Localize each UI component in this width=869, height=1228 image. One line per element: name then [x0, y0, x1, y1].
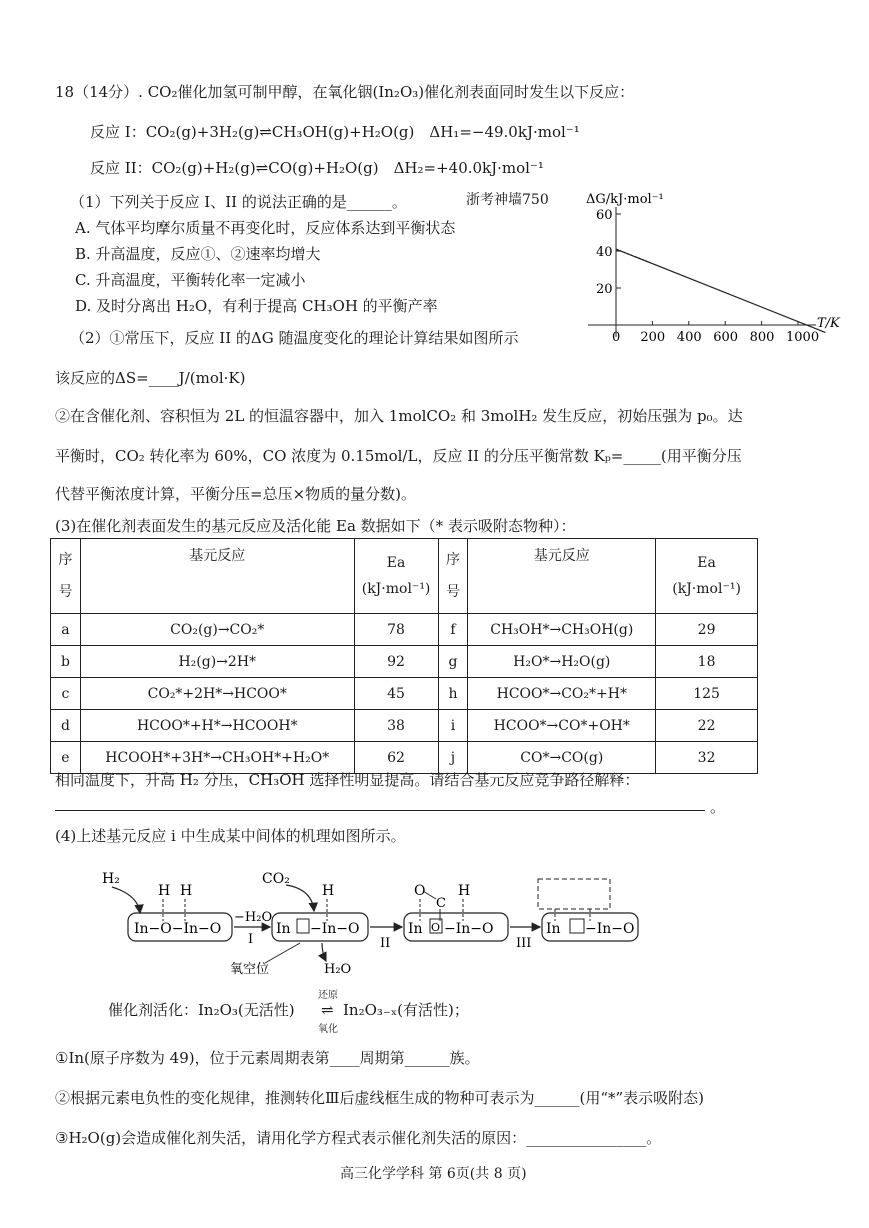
dashed-product-box [538, 879, 610, 909]
table-row [51, 710, 758, 742]
part4-q3: ③H₂O(g)会造成催化剂失活，请用化学方程式表示催化剂失活的原因：________________。 [55, 1129, 662, 1147]
row-reaction: HCOOH*+3H*→CH₃OH*+H₂O* [80, 742, 354, 774]
label-co2: CO₂ [262, 871, 290, 887]
y-tick-label: 40 [596, 245, 613, 260]
part3-stem: (3)在催化剂表面发生的基元反应及活化能 Ea 数据如下（* 表示吸附态物种）： [55, 517, 576, 535]
label-step-2: II [380, 936, 391, 951]
row-ea: 92 [354, 646, 438, 678]
row-ea: 45 [354, 678, 438, 710]
row-ea: 125 [656, 678, 758, 710]
row-ea: 18 [656, 646, 758, 678]
activation-arrow: ⇌ [321, 1001, 334, 1019]
label-in-o-box3: −In−O [444, 921, 494, 937]
label-c-box3: C [436, 896, 446, 911]
page-footer: 高三化学学科 第 6页(共 8 页) [340, 1166, 527, 1182]
label-in-o-in-o: In−O−In−O [134, 921, 222, 937]
table-row [51, 742, 758, 774]
watermark-text: 浙考神墙750 [466, 192, 549, 208]
row-no: e [51, 742, 81, 774]
row-no: b [51, 646, 81, 678]
activation-suffix: In₂O₃₋ₓ(有活性)； [343, 1001, 469, 1019]
delta-g-dashed-segment [616, 249, 649, 262]
header-no: 序号 [51, 539, 81, 614]
part2-line2: 该反应的ΔS=____J/(mol·K) [55, 369, 246, 387]
row-reaction: CO*→CO(g) [468, 742, 656, 774]
chart-xlabel: T/K [817, 316, 840, 331]
part2-line1: （2）①常压下，反应 II 的ΔG 随温度变化的理论计算结果如图所示 [70, 329, 519, 347]
activation-above: 还原 [318, 990, 338, 1001]
y-tick-label: 60 [596, 208, 613, 223]
table-row [51, 614, 758, 646]
x-tick-label: 200 [640, 330, 666, 345]
label-in-box3: In [408, 921, 423, 937]
oxygen-vacancy [297, 919, 309, 933]
x-tick-label: 0 [612, 330, 621, 345]
label-h-left: H [158, 883, 171, 899]
part4-q2: ②根据元素电负性的变化规律，推测转化Ⅲ后虚线框生成的物种可表示为______(用“*”表示吸附态) [55, 1089, 705, 1107]
row-ea: 62 [354, 742, 438, 774]
part1-stem: （1）下列关于反应 I、II 的说法正确的是______。 [70, 193, 407, 211]
row-reaction: H₂(g)→2H* [80, 646, 354, 678]
answer-end-mark: 。 [710, 798, 726, 816]
y-tick-label: 20 [596, 282, 613, 297]
delta-g-chart [580, 185, 850, 355]
row-no: i [438, 710, 468, 742]
label-in-box2: In [276, 921, 291, 937]
row-ea: 78 [354, 614, 438, 646]
label-minus-h2o: −H₂O [234, 910, 273, 925]
header-no-right: 序号 [438, 539, 468, 614]
x-tick-label: 400 [676, 330, 702, 345]
header-rxn-right: 基元反应 [468, 539, 656, 614]
mechanism-diagram [90, 865, 650, 980]
row-ea: 32 [656, 742, 758, 774]
label-step-1: I [248, 932, 254, 947]
part2-line3: ②在含催化剂、容积恒为 2L 的恒温容器中，加入 1molCO₂ 和 3molH₂ 发生反应，初始压强为 p₀。达 [55, 407, 743, 425]
part4-q1: ①In(原子序数为 49)，位于元素周期表第____周期第______族。 [55, 1049, 480, 1067]
reaction-1: 反应 I：CO₂(g)+3H₂(g)⇌CH₃OH(g)+H₂O(g) ΔH₁=−49.0kJ·mol⁻¹ [90, 123, 580, 141]
reaction-2: 反应 II：CO₂(g)+H₂(g)⇌CO(g)+H₂O(g) ΔH₂=+40.0kJ·mol⁻¹ [90, 159, 544, 177]
row-reaction: CO₂(g)→CO₂* [80, 614, 354, 646]
part2-line4: 平衡时，CO₂ 转化率为 60%，CO 浓度为 0.15mol/L，反应 II 的分压平衡常数 Kₚ=_____(用平衡分压 [55, 447, 742, 465]
row-no: c [51, 678, 81, 710]
activation-prefix: 催化剂活化：In₂O₃(无活性) [108, 1001, 295, 1019]
activation-below: 氧化 [318, 1024, 338, 1035]
label-h2o-out: H₂O [324, 962, 352, 977]
row-reaction: HCOO*+H*→HCOOH* [80, 710, 354, 742]
row-reaction: HCOO*→CO*+OH* [468, 710, 656, 742]
label-h-box3: H [458, 883, 471, 899]
row-reaction: CH₃OH*→CH₃OH(g) [468, 614, 656, 646]
part2-line5: 代替平衡浓度计算，平衡分压=总压×物质的量分数)。 [55, 485, 416, 503]
row-ea: 38 [354, 710, 438, 742]
row-no: h [438, 678, 468, 710]
label-h-box2: H [322, 883, 335, 899]
question-title: 18（14分）. CO₂催化加氢可制甲醇，在氧化铟(In₂O₃)催化剂表面同时发生以下反应： [55, 83, 635, 101]
row-reaction: HCOO*→CO₂*+H* [468, 678, 656, 710]
header-ea-right: Ea (kJ·mol⁻¹) [656, 539, 758, 614]
row-reaction: H₂O*→H₂O(g) [468, 646, 656, 678]
label-o-in-vacancy: O [431, 921, 441, 934]
row-reaction: CO₂*+2H*→HCOO* [80, 678, 354, 710]
x-tick-label: 1000 [786, 330, 820, 345]
part3-after: 相同温度下，升高 H₂ 分压，CH₃OH 选择性明显提高。请结合基元反应竞争路径解释： [55, 771, 640, 789]
table-row [51, 678, 758, 710]
x-tick-label: 800 [749, 330, 775, 345]
part4-stem: (4)上述基元反应 i 中生成某中间体的机理如图所示。 [55, 827, 406, 845]
row-no: d [51, 710, 81, 742]
vacancy-box4 [570, 919, 584, 933]
label-in-box4: In [546, 921, 561, 937]
label-in-o-box2: −In−O [310, 921, 360, 937]
chart-ylabel: ΔG/kJ·mol⁻¹ [586, 192, 664, 207]
row-ea: 29 [656, 614, 758, 646]
label-in-o-box4: −In−O [585, 921, 635, 937]
x-tick-label: 600 [713, 330, 739, 345]
row-ea: 22 [656, 710, 758, 742]
label-o-box3: O [414, 883, 426, 899]
table-row [51, 646, 758, 678]
label-h-right: H [180, 883, 193, 899]
row-no: a [51, 614, 81, 646]
option-b: B. 升高温度，反应①、②速率均增大 [75, 245, 321, 263]
label-vacancy: 氧空位 [230, 962, 270, 977]
option-c: C. 升高温度，平衡转化率一定减小 [75, 271, 306, 289]
row-no: g [438, 646, 468, 678]
activation-energy-table [50, 538, 758, 774]
header-rxn: 基元反应 [80, 539, 354, 614]
header-ea: Ea (kJ·mol⁻¹) [354, 539, 438, 614]
table-header-row [51, 539, 758, 614]
row-no: f [438, 614, 468, 646]
label-h2: H₂ [102, 871, 120, 887]
option-d: D. 及时分离出 H₂O，有利于提高 CH₃OH 的平衡产率 [75, 297, 438, 315]
answer-line [55, 810, 705, 811]
row-no: j [438, 742, 468, 774]
option-a: A. 气体平均摩尔质量不再变化时，反应体系达到平衡状态 [75, 219, 456, 237]
label-step-3: III [516, 936, 532, 951]
